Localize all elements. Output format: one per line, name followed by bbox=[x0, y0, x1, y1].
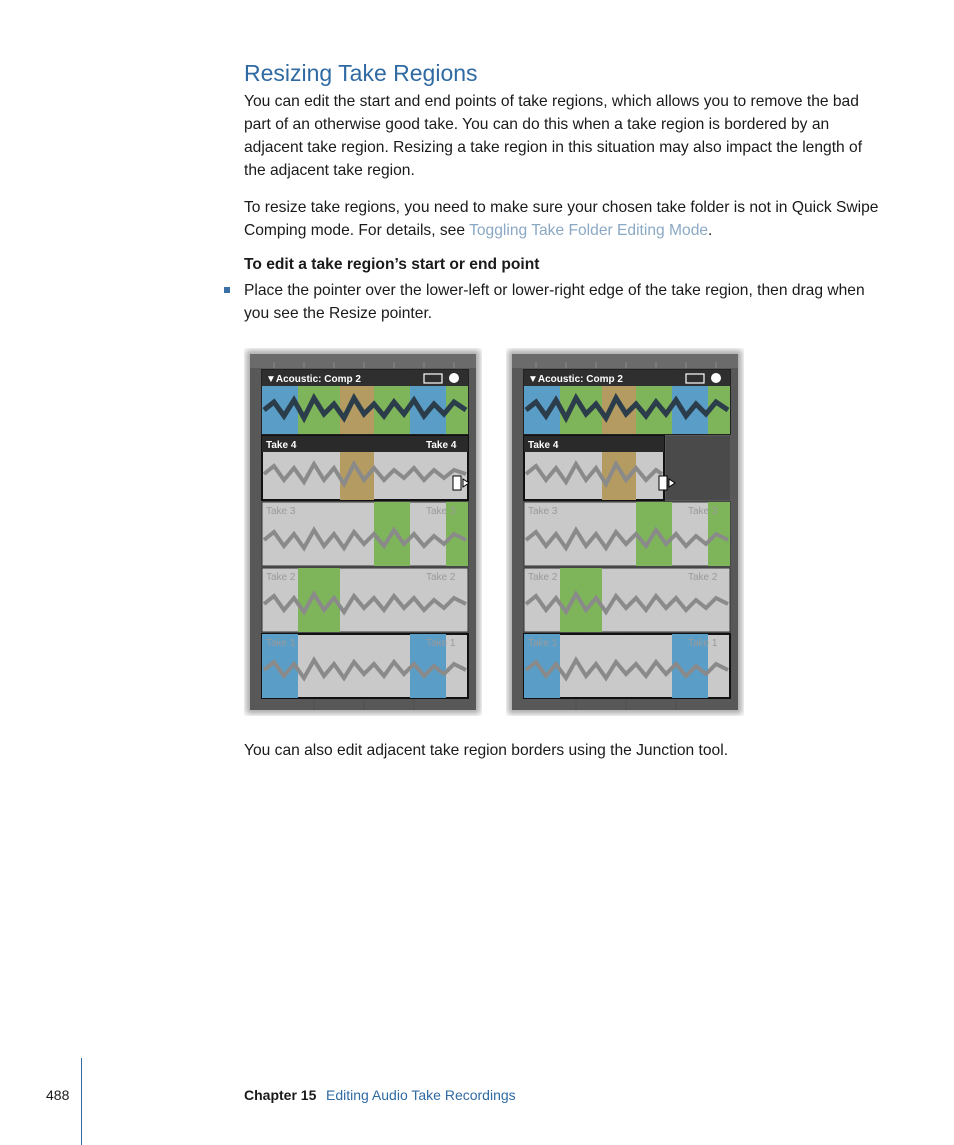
take3-row[interactable] bbox=[524, 502, 730, 566]
page-number: 488 bbox=[46, 1087, 70, 1103]
take2-label: Take 2 bbox=[528, 572, 558, 583]
take-folder-before-figure bbox=[244, 348, 482, 716]
take3-label: Take 3 bbox=[528, 506, 558, 517]
take2-label-right: Take 2 bbox=[688, 572, 718, 583]
take3-label: Take 3 bbox=[266, 506, 296, 517]
take1-label: Take 1 bbox=[528, 638, 558, 649]
section-heading: Resizing Take Regions bbox=[244, 60, 478, 86]
take3-label-right: Take 3 bbox=[426, 506, 456, 517]
take4-label: Take 4 bbox=[528, 440, 559, 451]
take2-row[interactable] bbox=[524, 568, 730, 632]
take2-row[interactable] bbox=[262, 568, 468, 632]
take4-label: Take 4 bbox=[266, 440, 297, 451]
take1-label-right: Take 1 bbox=[426, 638, 456, 649]
take1-label: Take 1 bbox=[266, 638, 296, 649]
take1-label-right: Take 1 bbox=[688, 638, 718, 649]
chapter-title: Editing Audio Take Recordings bbox=[326, 1087, 516, 1103]
folder-menu-icon[interactable] bbox=[449, 373, 459, 383]
comp-row[interactable] bbox=[524, 370, 730, 434]
take1-row[interactable] bbox=[524, 634, 730, 698]
closing-paragraph: You can also edit adjacent take region borders using the Junction tool. bbox=[244, 742, 729, 759]
take2-label-right: Take 2 bbox=[426, 572, 456, 583]
comp-label: ▼Acoustic: Comp 2 bbox=[266, 374, 361, 385]
folder-menu-icon[interactable] bbox=[711, 373, 721, 383]
take4-label-right: Take 4 bbox=[426, 440, 457, 451]
take1-row[interactable] bbox=[262, 634, 468, 698]
mode-paragraph bbox=[244, 196, 884, 242]
take3-label-right: Take 3 bbox=[688, 506, 718, 517]
comp-row[interactable] bbox=[262, 370, 468, 434]
mode-text-end: . bbox=[708, 222, 713, 239]
take2-label: Take 2 bbox=[266, 572, 296, 583]
take4-row[interactable] bbox=[262, 436, 469, 500]
task-title: To edit a take region’s start or end point bbox=[244, 256, 540, 273]
chapter-label: Chapter 15 bbox=[244, 1087, 317, 1103]
editing-mode-link[interactable]: Toggling Take Folder Editing Mode bbox=[469, 222, 709, 239]
bullet-icon bbox=[224, 287, 230, 293]
take-folder-after-figure bbox=[506, 348, 744, 716]
comp-label: ▼Acoustic: Comp 2 bbox=[528, 374, 623, 385]
take4-row-resized[interactable] bbox=[524, 436, 730, 500]
footer-divider bbox=[81, 1058, 82, 1145]
mode-text: To resize take regions, you need to make sure your chosen take folder is not in Quick Swipe Comping mode. For details, see bbox=[244, 199, 879, 239]
intro-paragraph: You can edit the start and end points of take regions, which allows you to remove the bad part of an otherwise good take. You can do this when a take region is bordered by an adjacent take region. Resizing a take region in this situation may also impact the length of the adjacent take region. bbox=[244, 93, 863, 179]
task-step: Place the pointer over the lower-left or lower-right edge of the take region, then drag when you see the Resize pointer. bbox=[244, 282, 865, 322]
take3-row[interactable] bbox=[262, 502, 468, 566]
